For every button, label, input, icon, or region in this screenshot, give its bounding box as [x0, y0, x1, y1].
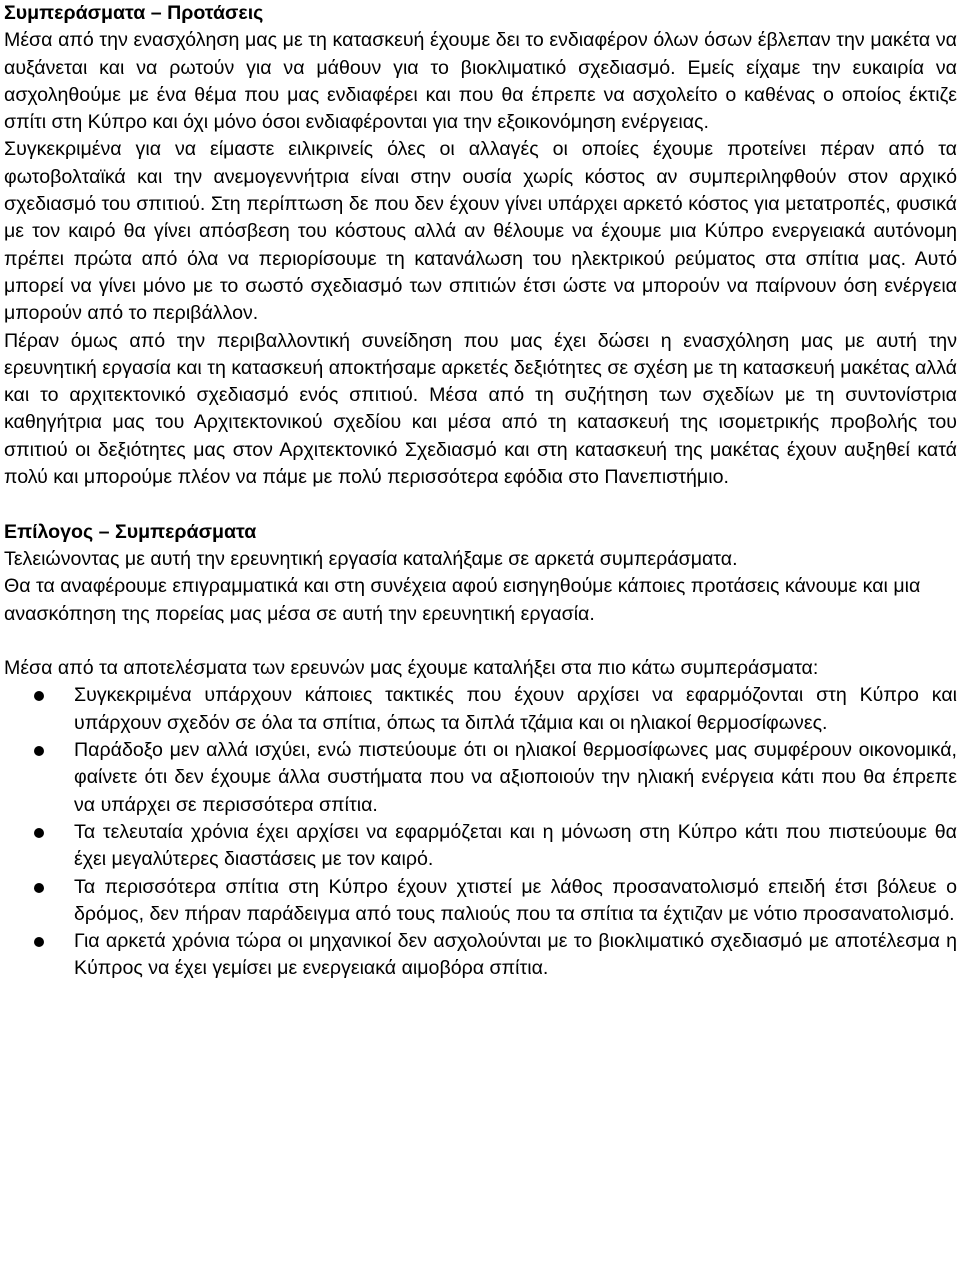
list-item: [4, 737, 957, 819]
section-title-conclusions: Συμπεράσματα – Προτάσεις: [4, 2, 264, 24]
list-item: [4, 682, 957, 737]
list-item: [4, 928, 957, 983]
conclusions-list: [4, 682, 957, 982]
list-item-text: Τα τελευταία χρόνια έχει αρχίσει να εφαρμόζεται και η μόνωση στη Κύπρο κάτι που πιστεύουμε θα έχει μεγαλύτερες διαστάσεις με τον καιρό.: [74, 820, 957, 871]
bullet-icon: [34, 828, 44, 838]
blank-line: [4, 491, 957, 518]
list-item: [4, 819, 957, 874]
paragraph: Συγκεκριμένα για να είμαστε ειλικρινείς όλες οι αλλαγές οι οποίες έχουμε προτείνει πέραν από τα φωτοβολταϊκά και την ανεμογεννήτρια είναι στην ουσία χωρίς κόστος αν συμπεριληφθούν στον αρχικό σχεδιασμό του σπιτιού. Στη περίπτωση δε που δεν έχουν γίνει υπάρχει αρκετό κόστος για μετατροπές, φυσικά με τον καιρό θα γίνει απόσβεση του κόστους αλλά αν θέλουμε να έχουμε μια Κύπρο ενεργειακά αυτόνομη πρέπει πρώτα από όλα να περιορίσουμε τη κατανάλωση του ηλεκτρικού ρεύματος στα σπίτια μας. Αυτό μπορεί να γίνει μόνο με το σωστό σχεδιασμό των σπιτιών έτσι ώστε να μπορούν να παίρνουν όση ενέργεια μπορούν από το περιβάλλον.: [4, 138, 957, 325]
list-item-text: Παράδοξο μεν αλλά ισχύει, ενώ πιστεύουμε ότι οι ηλιακοί θερμοσίφωνες μας συμφέρουν οικονομικά, φαίνετε ότι δεν έχουμε άλλα συστήματα που να αξιοποιούν την ηλιακή ενέργεια κάτι που θα έπρεπε να υπάρχει σε περισσότερα σπίτια.: [74, 739, 957, 816]
list-item: [4, 874, 957, 929]
paragraph: Μέσα από την ενασχόληση μας με τη κατασκευή έχουμε δει το ενδιαφέρον όλων όσων έβλεπαν την μακέτα να αυξάνεται και να ρωτούν για να μάθουν για το βιοκλιματικό σχεδιασμό. Εμείς είχαμε την ευκαιρία να ασχοληθούμε με ένα θέμα που μας ενδιαφέρει και που θα έπρεπε να ασχολείτο ο καθένας ο οποίος έκτιζε σπίτι στη Κύπρο και όχι μόνο όσοι ενδιαφέρονται για την εξοικονόμηση ενέργειας.: [4, 29, 957, 134]
bullet-icon: [34, 746, 44, 756]
paragraph: Θα τα αναφέρουμε επιγραμματικά και στη συνέχεια αφού εισηγηθούμε κάποιες προτάσεις κάνουμε και μια ανασκόπηση της πορείας μας μέσα σε αυτή την ερευνητική εργασία.: [4, 575, 921, 625]
list-item-text: Συγκεκριμένα υπάρχουν κάποιες τακτικές που έχουν αρχίσει να εφαρμόζονται στη Κύπρο και υπάρχουν σχεδόν σε όλα τα σπίτια, όπως τα διπλά τζάμια και οι ηλιακοί θερμοσίφωνες.: [74, 684, 957, 734]
bullet-icon: [34, 691, 44, 701]
paragraph-lead-in: Μέσα από τα αποτελέσματα των ερευνών μας έχουμε καταλήξει στα πιο κάτω συμπεράσματα:: [4, 657, 819, 680]
list-item-text: Τα περισσότερα σπίτια στη Κύπρο έχουν χτιστεί με λάθος προσανατολισμό επειδή έτσι βόλευε ο δρόμος, δεν πήραν παράδειγμα από τους παλιούς που τα σπίτια τα έχτιζαν με νότιο προσανατολισμό.: [74, 875, 957, 925]
paragraph: Πέραν όμως από την περιβαλλοντική συνείδηση που μας έχει δώσει η ενασχόληση μας με αυτή την ερευνητική εργασία και τη κατασκευή αποκτήσαμε αρκετές δεξιότητες σε σχέση με τη κατασκευή μακέτας αλλά και το αρχιτεκτονικό σχεδιασμό ενός σπιτιού. Μέσα από τη συζήτηση των σχεδίων με τη συντονίστρια καθηγήτρια μας του Αρχιτεκτονικού σχεδίου και μέσα από τη κατασκευή της ισομετρικής προβολής του σπιτιού οι δεξιότητες μας στον Αρχιτεκτονικό Σχεδιασμό και στη κατασκευή της μακέτας έχουν αυξηθεί κατά πολύ και μπορούμε πλέον να πάμε με πολύ περισσότερα εφόδια στο Πανεπιστήμιο.: [4, 329, 957, 489]
blank-line: [4, 628, 957, 655]
paragraph: Τελειώνοντας με αυτή την ερευνητική εργασία καταλήξαμε σε αρκετά συμπεράσματα.: [4, 547, 738, 570]
bullet-icon: [34, 937, 44, 947]
bullet-icon: [34, 883, 44, 893]
section-title-epilogue: Επίλογος – Συμπεράσματα: [4, 520, 257, 543]
list-item-text: Για αρκετά χρόνια τώρα οι μηχανικοί δεν ασχολούνται με το βιοκλιματικό σχεδιασμό με αποτέλεσμα η Κύπρος να έχει γεμίσει με ενεργειακά αιμοβόρα σπίτια.: [74, 930, 957, 980]
